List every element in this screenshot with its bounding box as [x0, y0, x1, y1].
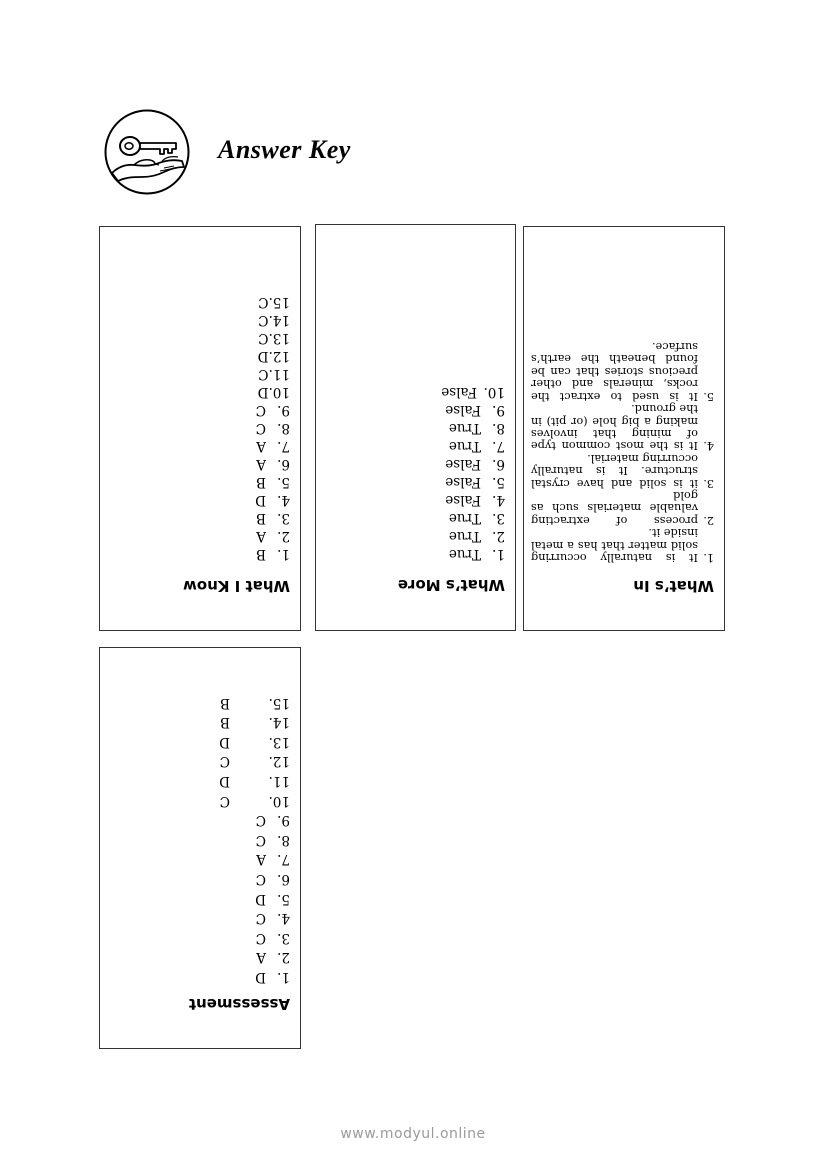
list-item: 2. process of extracting valuable materials such as gold — [531, 488, 714, 527]
list-item: 13. D — [219, 733, 290, 750]
assessment-box — [99, 647, 301, 1049]
list-item: 11.C — [258, 366, 290, 382]
list-item: 14.C — [258, 312, 290, 328]
list-item: 9.C — [255, 812, 290, 829]
list-item: 4. It is the most common type of mining that involves making a big hole (or pit) in the ground. — [531, 402, 714, 453]
whats-in-heading: What’s In — [633, 577, 714, 595]
list-item: 7.True — [448, 438, 505, 454]
list-item: 8.C — [255, 420, 290, 436]
what-i-know-box — [99, 226, 301, 631]
list-item: 8.C — [255, 831, 290, 848]
list-item: 2.A — [256, 528, 290, 544]
list-item: 6.A — [256, 456, 290, 472]
list-item: 9.False — [445, 402, 505, 418]
whats-more-list — [441, 383, 505, 563]
list-item: 4.C — [255, 910, 290, 927]
answer-key-logo-icon — [104, 109, 190, 195]
list-item: 10. C — [219, 792, 290, 809]
assessment-heading: Assessment — [188, 995, 290, 1013]
list-item: 6.C — [255, 871, 290, 888]
what-i-know-list — [255, 293, 290, 563]
whats-more-heading: What’s More — [397, 576, 505, 594]
list-item: 10.False — [441, 384, 505, 400]
list-item: 3.True — [448, 510, 505, 526]
list-item: 14. B — [220, 714, 290, 731]
list-item: 9.C — [255, 402, 290, 418]
list-item: 1.True — [448, 546, 505, 562]
list-item: 15.C — [258, 294, 290, 310]
list-item: 5. It is used to extract the rocks, minerals and other precious stories that can be found beneath the earth’s surface. — [531, 340, 714, 403]
list-item: 13.C — [258, 330, 290, 346]
whats-more-box — [315, 224, 516, 631]
list-item: 2.A — [256, 949, 290, 966]
whats-in-box — [523, 226, 725, 631]
list-item: 3.C — [255, 929, 290, 946]
list-item: 1.D — [255, 969, 290, 985]
list-item: 5.False — [445, 474, 505, 490]
list-item: 5.D — [255, 890, 290, 907]
list-item: 6.False — [445, 456, 505, 472]
list-item: 4.False — [445, 492, 505, 508]
list-item: 3.B — [256, 510, 290, 526]
list-item: 12.D — [257, 348, 290, 364]
list-item: 10.D — [257, 384, 290, 400]
what-i-know-heading: What I Know — [182, 577, 290, 595]
list-item: 8.True — [448, 420, 505, 436]
list-item: 15. B — [220, 694, 290, 711]
list-item: 5.B — [256, 474, 290, 490]
list-item: 2.True — [448, 528, 505, 544]
list-item: 7.A — [256, 851, 290, 868]
list-item: 11. D — [219, 773, 290, 790]
footer-watermark[interactable]: www.modyul.online — [340, 1126, 486, 1142]
list-item: 3. it is solid and have crystal structure. It is naturally occurring material. — [531, 451, 714, 490]
list-item: 1.B — [256, 546, 290, 562]
whats-in-list — [531, 340, 714, 563]
list-item: 1. It is naturally occurring solid matter that has a metal inside it. — [531, 526, 714, 564]
list-item: 4.D — [255, 492, 290, 508]
assessment-list — [219, 692, 290, 986]
list-item: 7.A — [256, 438, 290, 454]
list-item: 12. C — [219, 753, 290, 770]
page-title: Answer Key — [218, 135, 351, 164]
